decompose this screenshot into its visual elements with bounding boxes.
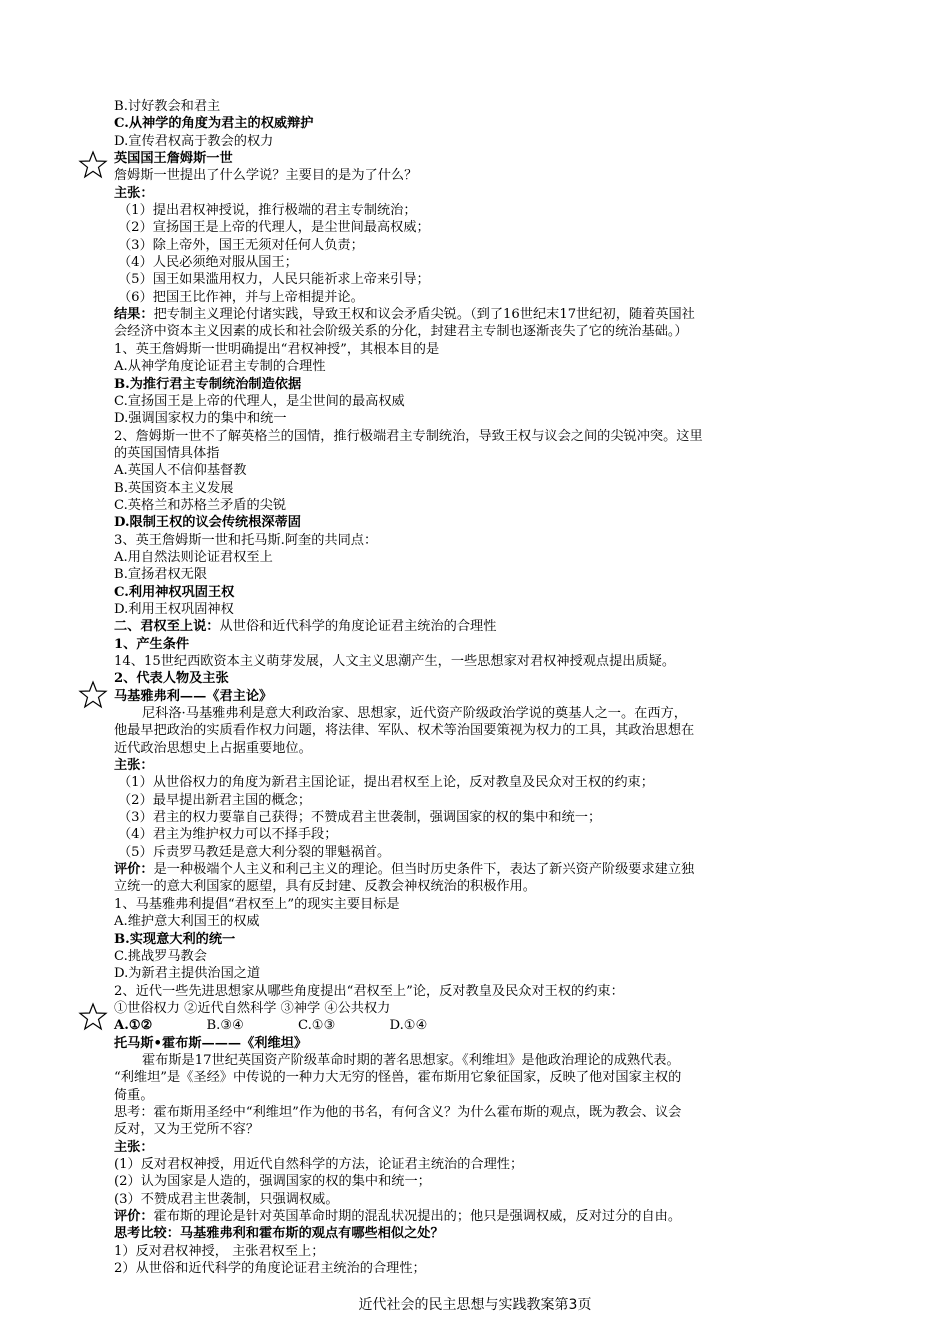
line-text: D.限制王权的议会传统根深蒂固 xyxy=(114,515,301,531)
text-line xyxy=(114,931,846,948)
text-line xyxy=(114,237,846,254)
line-text: 马基雅弗利——《君主论》 xyxy=(114,688,273,704)
text-line xyxy=(114,1225,846,1242)
line-text: D.利用王权巩固神权 xyxy=(114,601,234,617)
text-line xyxy=(114,1191,846,1208)
line-text: 是一种极端个人主义和利己主义的理论。但当时历史条件下，表达了新兴资产阶级要求建立独 xyxy=(153,862,695,878)
text-line xyxy=(114,636,846,653)
document-body xyxy=(114,98,846,1277)
text-line xyxy=(114,133,846,150)
text-line xyxy=(114,1087,846,1104)
star-icon xyxy=(78,150,108,180)
text-line xyxy=(114,185,846,202)
line-text: 2、代表人物及主张 xyxy=(114,671,229,687)
line-text: 1、英王詹姆斯一世明确提出“君权神授”，其根本目的是 xyxy=(114,341,440,357)
line-text: D.为新君主提供治国之道 xyxy=(114,966,261,982)
text-line xyxy=(114,1035,846,1052)
text-line xyxy=(114,566,846,583)
line-text: 2、詹姆斯一世不了解英格兰的国情，推行极端君主专制统治，导致王权与议会之间的尖锐冲突。这里 xyxy=(114,428,703,444)
line-text: 1）反对君权神授， 主张君权至上； xyxy=(114,1243,325,1259)
line-text: （5）斥责罗马教廷是意大利分裂的罪魁祸首。 xyxy=(118,844,391,860)
line-text: （2）最早提出新君主国的概念； xyxy=(118,792,312,808)
line-text: (1）反对君权神授，用近代自然科学的方法，论证君主统治的合理性； xyxy=(114,1156,524,1172)
line-text: 思考比较：马基雅弗利和霍布斯的观点有哪些相似之处？ xyxy=(114,1226,444,1242)
text-line xyxy=(114,722,846,739)
line-text: B.英国资本主义发展 xyxy=(114,480,234,496)
text-line xyxy=(114,323,846,340)
text-line xyxy=(114,618,846,635)
text-line xyxy=(114,1260,846,1277)
line-text: (3）不赞成君主世袭制，只强调权威。 xyxy=(114,1191,339,1207)
text-line xyxy=(114,1052,846,1069)
text-line xyxy=(114,202,846,219)
option-b: B.③④ xyxy=(206,1018,244,1034)
text-line xyxy=(114,497,846,514)
text-line xyxy=(114,358,846,375)
line-text: 主张： xyxy=(114,758,154,774)
text-line xyxy=(114,289,846,306)
text-line xyxy=(114,306,846,323)
text-line xyxy=(114,705,846,722)
star-icon xyxy=(78,680,108,710)
line-text: 反对，又为王党所不容？ xyxy=(114,1122,260,1138)
text-line xyxy=(114,428,846,445)
option-c: C.①③ xyxy=(298,1018,336,1034)
line-text: 倚重。 xyxy=(114,1087,154,1103)
line-text: （2）宣扬国王是上帝的代理人，是尘世间最高权威； xyxy=(118,220,430,236)
text-line xyxy=(114,757,846,774)
text-line xyxy=(114,896,846,913)
text-line xyxy=(114,965,846,982)
text-line xyxy=(114,740,846,757)
line-text: B.讨好教会和君主 xyxy=(114,99,221,114)
line-text: 詹姆斯一世提出了什么学说？主要目的是为了什么？ xyxy=(114,168,418,184)
line-lead: 评价： xyxy=(114,1209,154,1224)
line-text: 托马斯•霍布斯———《利维坦》 xyxy=(114,1035,308,1051)
line-lead: 结果： xyxy=(114,307,154,323)
line-text: A.维护意大利国王的权威 xyxy=(114,914,260,930)
line-text: 2、近代一些先进思想家从哪些角度提出“君权至上”论，反对教皇及民众对王权的约束： xyxy=(114,983,624,999)
line-text: C.从神学的角度为君主的权威辩护 xyxy=(114,116,314,132)
line-lead: 评价： xyxy=(114,862,154,878)
line-text: 会经济中资本主义因素的成长和社会阶级关系的分化，封建君主专制也逐渐丧失了它的统治基础。） xyxy=(114,324,688,340)
text-line xyxy=(114,480,846,497)
line-text: （3）君主的权力要靠自己获得；不赞成君主世袭制，强调国家的权的集中和统一； xyxy=(118,810,602,826)
line-text: 尼科洛·马基雅弗利是意大利政治家、思想家，近代资产阶级政治学说的奠基人之一。在西方， xyxy=(142,706,687,722)
text-line xyxy=(114,376,846,393)
line-text: （4）君主为维护权力可以不择手段； xyxy=(118,827,338,843)
text-line xyxy=(114,1000,846,1017)
text-line xyxy=(114,1156,846,1173)
line-text: D.强调国家权力的集中和统一 xyxy=(114,411,287,427)
text-line xyxy=(114,861,846,878)
text-line xyxy=(114,1121,846,1138)
text-line xyxy=(114,532,846,549)
text-line xyxy=(114,826,846,843)
page-footer: 近代社会的民主思想与实践教案第3页 xyxy=(358,1297,592,1313)
text-line xyxy=(114,393,846,410)
line-text: （1）从世俗权力的角度为新君主国论证，提出君权至上论，反对教皇及民众对王权的约束； xyxy=(118,775,654,791)
line-text: 1、马基雅弗利提倡“君权至上”的现实主要目标是 xyxy=(114,896,400,912)
line-text: 从世俗和近代科学的角度论证君主统治的合理性 xyxy=(219,619,497,635)
line-text: C.英格兰和苏格兰矛盾的尖锐 xyxy=(114,497,287,513)
line-text: B.宣扬君权无限 xyxy=(114,567,208,583)
line-text: 英国国王詹姆斯一世 xyxy=(114,151,233,167)
line-text: B.实现意大利的统一 xyxy=(114,931,236,947)
text-line xyxy=(114,219,846,236)
line-text: A.从神学角度论证君主专制的合理性 xyxy=(114,359,326,375)
line-text: 14、15世纪西欧资本主义萌芽发展，人文主义思潮产生，一些思想家对君权神授观点提出质疑。 xyxy=(114,654,676,669)
line-text: C.挑战罗马教会 xyxy=(114,948,207,964)
text-line xyxy=(114,1208,846,1225)
line-text: C.利用神权巩固王权 xyxy=(114,584,235,600)
line-text: （3）除上帝外，国王无须对任何人负责； xyxy=(118,237,364,253)
text-line xyxy=(114,948,846,965)
text-line xyxy=(114,341,846,358)
text-line xyxy=(114,774,846,791)
text-line xyxy=(114,913,846,930)
text-line xyxy=(114,514,846,531)
option-a: A.①② xyxy=(114,1018,153,1034)
line-text: （6）把国王比作神，并与上帝相提并论。 xyxy=(118,289,364,305)
line-text: 主张： xyxy=(114,185,154,201)
text-line xyxy=(114,670,846,687)
line-text: (2）认为国家是人造的，强调国家的权的集中和统一； xyxy=(114,1174,431,1190)
line-text: 思考：霍布斯用圣经中“利维坦”作为他的书名，有何含义？为什么霍布斯的观点，既为教会、议会 xyxy=(114,1104,682,1120)
text-line xyxy=(114,653,846,670)
line-text: 把专制主义理论付诸实践，导致王权和议会矛盾尖锐。（到了16世纪末17世纪初，随着英国社 xyxy=(153,307,695,323)
line-text: 3、英王詹姆斯一世和托马斯.阿奎的共同点： xyxy=(114,532,378,548)
line-text: 他最早把政治的实质看作权力问题，将法律、军队、权术等治国要策视为权力的工具，其政治思想在 xyxy=(114,723,695,739)
text-line xyxy=(114,1243,846,1260)
line-text: （1）提出君权神授说，推行极端的君主专制统治； xyxy=(118,203,417,219)
text-line xyxy=(114,1139,846,1156)
line-text: 的英国国情具体指 xyxy=(114,445,220,461)
option-d: D.①④ xyxy=(389,1018,428,1034)
text-line xyxy=(114,1104,846,1121)
line-text: （4）人民必须绝对服从国王； xyxy=(118,255,298,271)
text-line xyxy=(114,150,846,167)
text-line xyxy=(114,254,846,271)
text-line xyxy=(114,271,846,288)
line-text: 1、产生条件 xyxy=(114,636,190,652)
text-line xyxy=(114,809,846,826)
line-text: A.用自然法则论证君权至上 xyxy=(114,549,273,565)
text-line xyxy=(114,167,846,184)
text-line xyxy=(114,1173,846,1190)
text-line xyxy=(114,115,846,132)
line-text: 2）从世俗和近代科学的角度论证君主统治的合理性； xyxy=(114,1261,426,1277)
text-line xyxy=(114,1017,846,1034)
line-text: 霍布斯的理论是针对英国革命时期的混乱状况提出的；他只是强调权威，反对过分的自由。 xyxy=(153,1209,682,1224)
star-icon xyxy=(78,1002,108,1032)
text-line xyxy=(114,792,846,809)
line-text: B.为推行君主专制统治制造依据 xyxy=(114,376,302,392)
text-line xyxy=(114,601,846,618)
text-line xyxy=(114,98,846,115)
line-text: 主张： xyxy=(114,1139,154,1155)
line-text: ①世俗权力 ②近代自然科学 ③神学 ④公共权力 xyxy=(114,1000,391,1016)
text-line xyxy=(114,1069,846,1086)
line-text: （5）国王如果滥用权力，人民只能祈求上帝来引导； xyxy=(118,272,430,288)
text-line xyxy=(114,983,846,1000)
text-line xyxy=(114,445,846,462)
text-line xyxy=(114,549,846,566)
text-line xyxy=(114,410,846,427)
line-text: 霍布斯是17世纪英国资产阶级革命时期的著名思想家。《利维坦》是他政治理论的成熟代表。 xyxy=(142,1052,680,1068)
text-line xyxy=(114,878,846,895)
line-text: “利维坦”是《圣经》中传说的一种力大无穷的怪兽，霍布斯用它象征国家，反映了他对国家主权的 xyxy=(114,1070,682,1086)
text-line xyxy=(114,688,846,705)
line-text: 立统一的意大利国家的愿望，具有反封建、反教会神权统治的积极作用。 xyxy=(114,879,536,895)
text-line xyxy=(114,584,846,601)
line-text: D.宣传君权高于教会的权力 xyxy=(114,133,274,149)
line-text: A.英国人不信仰基督教 xyxy=(114,463,247,479)
line-text: C.宣扬国王是上帝的代理人，是尘世间的最高权威 xyxy=(114,393,405,409)
line-lead: 二、君权至上说： xyxy=(114,619,220,635)
text-line xyxy=(114,462,846,479)
text-line xyxy=(114,844,846,861)
line-text: 近代政治思想史上占据重要地位。 xyxy=(114,740,312,756)
